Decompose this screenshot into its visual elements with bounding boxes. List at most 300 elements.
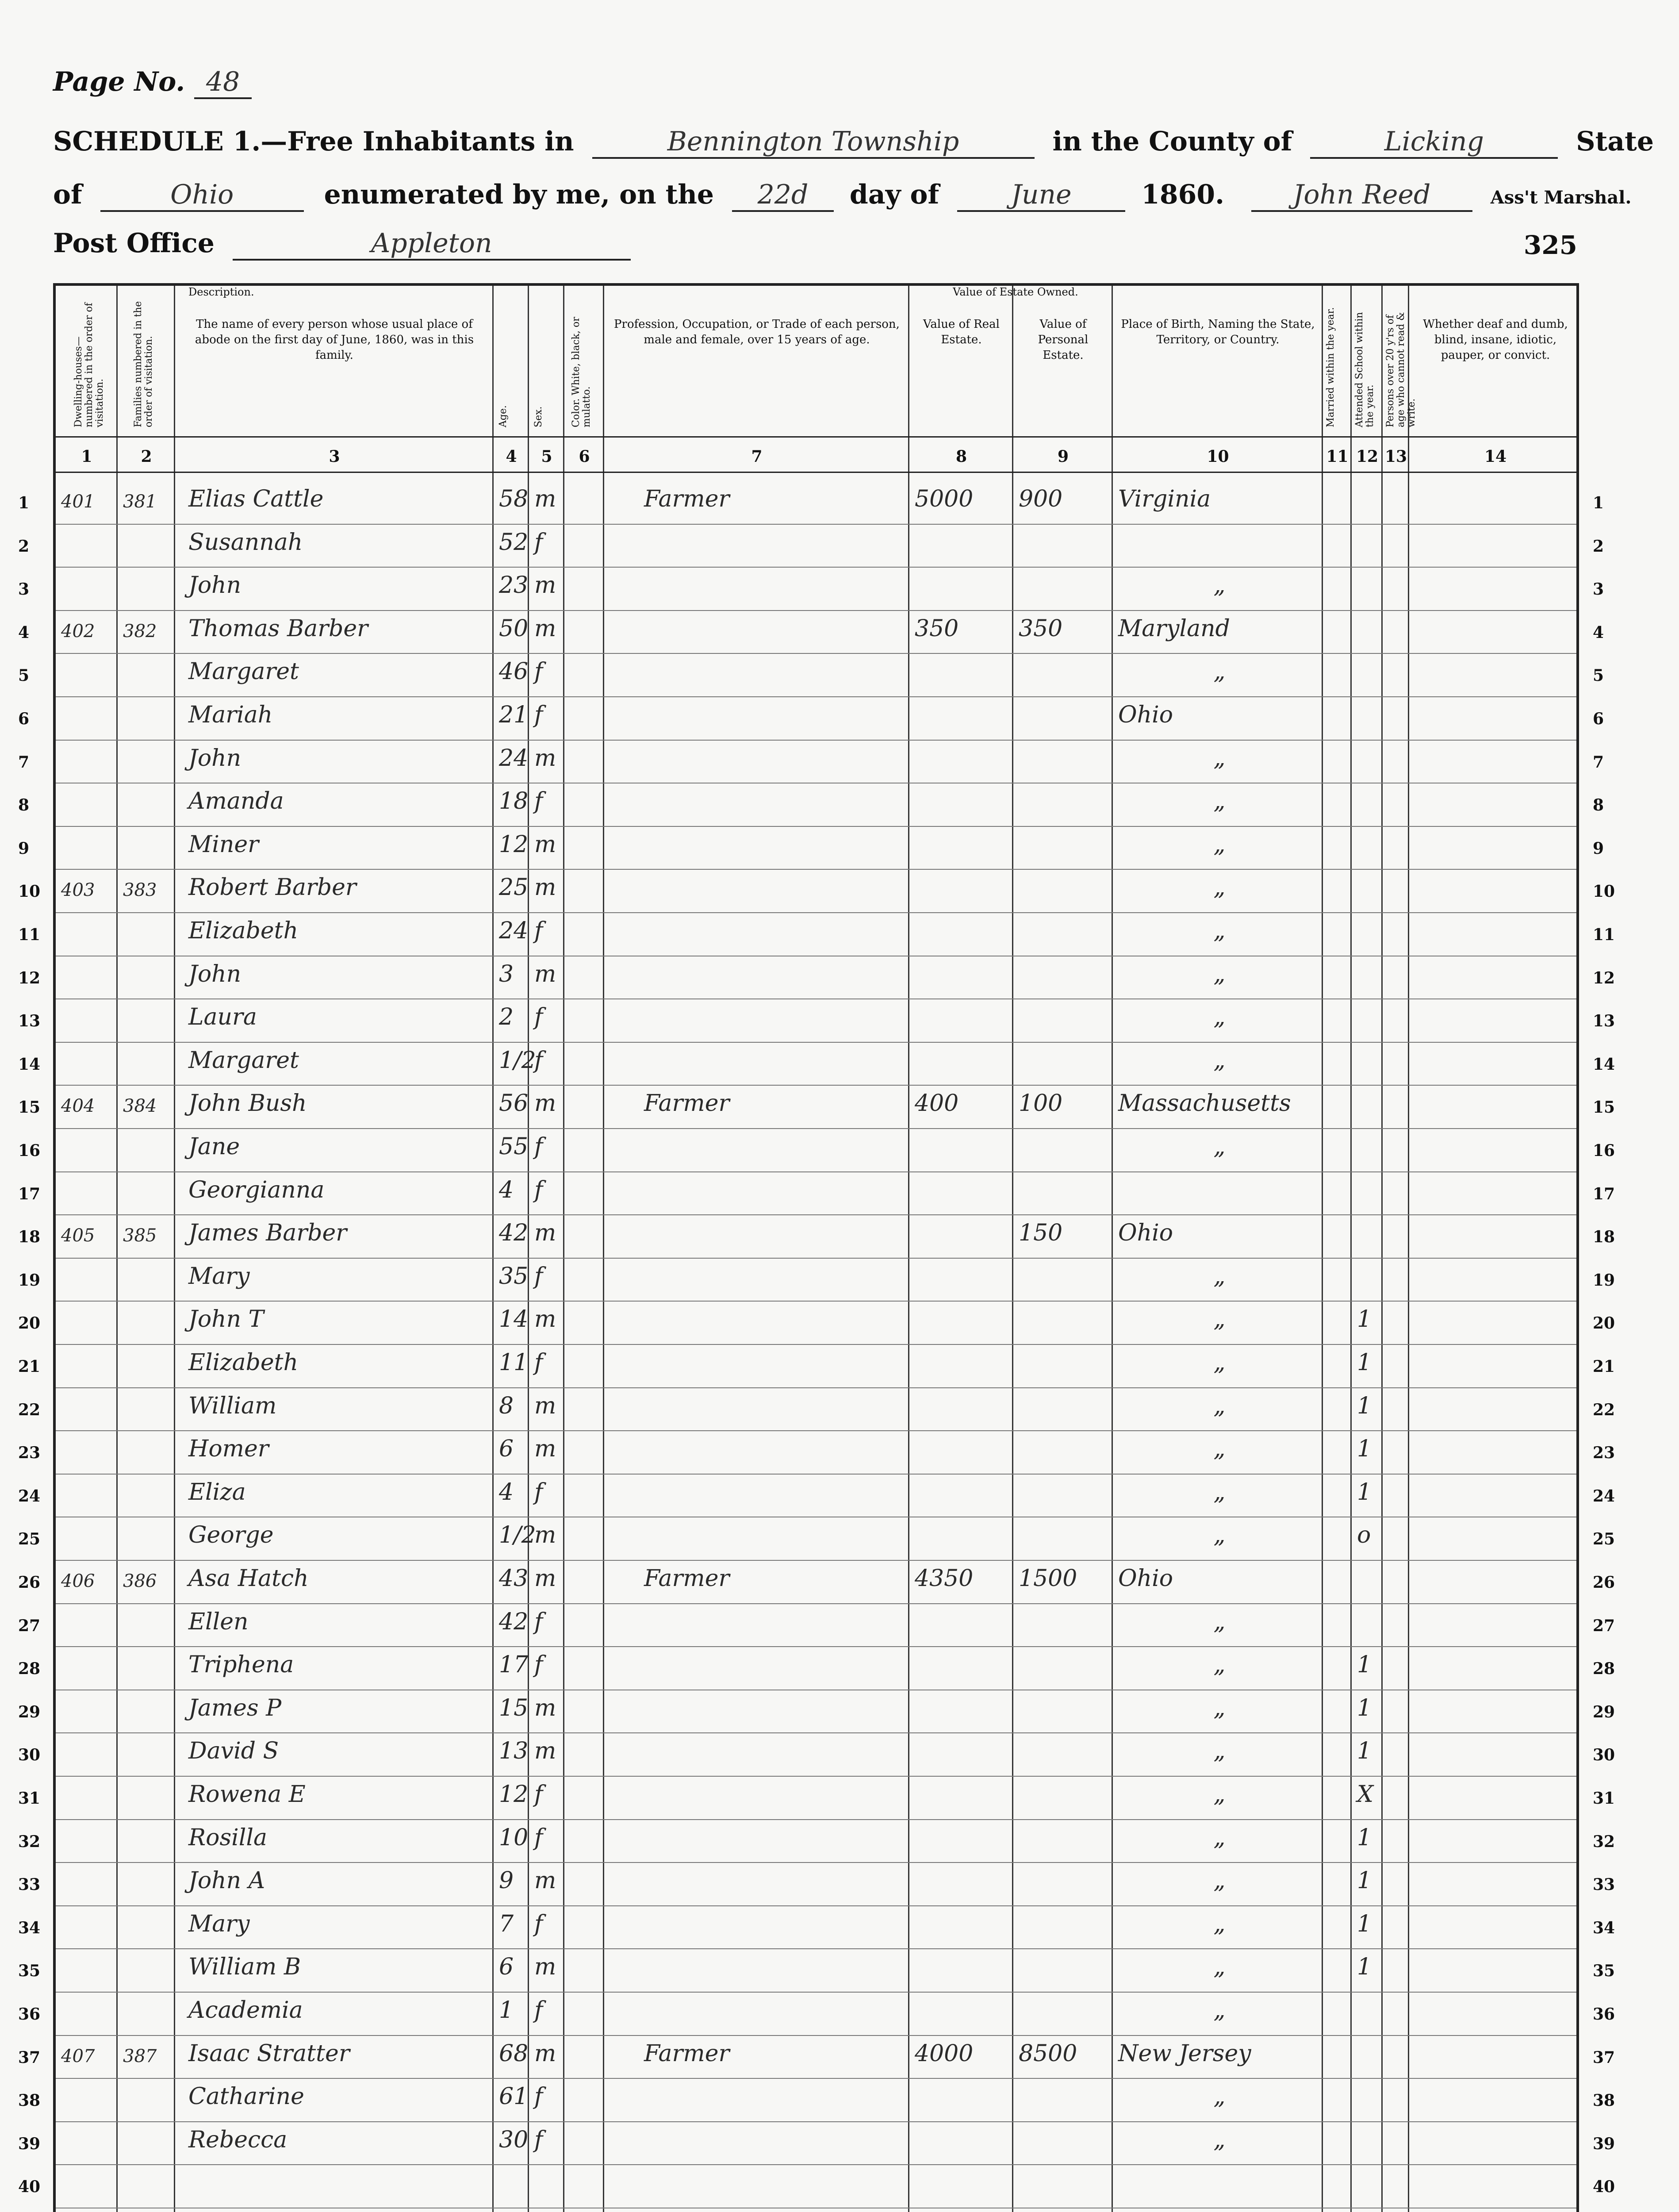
cell-real: 400 [915, 1090, 959, 1117]
row-number-left: 9 [18, 839, 30, 858]
cell-birth: „ [1213, 1392, 1226, 1419]
cell-name: John [188, 960, 242, 987]
row-number-left: 39 [18, 2134, 41, 2153]
cell-pers: 100 [1019, 1090, 1063, 1117]
row-number-right: 12 [1593, 968, 1615, 987]
row-number-right: 29 [1593, 1702, 1615, 1721]
row-rule [56, 1258, 1576, 1259]
row-number-right: 38 [1593, 2091, 1615, 2110]
cell-name: Margaret [188, 658, 299, 685]
row-rule [56, 1474, 1576, 1475]
cell-birth: „ [1213, 1349, 1226, 1376]
cell-sex: f [534, 1479, 543, 1505]
cell-name: Robert Barber [188, 874, 356, 901]
cell-fam: 385 [123, 1225, 157, 1246]
row-rule [56, 653, 1576, 654]
cell-sex: f [534, 1608, 543, 1635]
cell-age: 30 [499, 2126, 529, 2153]
row-number-right: 40 [1593, 2177, 1615, 2197]
day-field: 22d [732, 179, 834, 212]
day-of-label: day of [849, 179, 939, 210]
marshal-field: John Reed [1251, 179, 1472, 212]
cell-name: William [188, 1392, 277, 1419]
column-divider [1112, 286, 1113, 2212]
cell-name: Rowena E [188, 1781, 306, 1808]
cell-pers: 900 [1019, 486, 1063, 512]
cell-sex: f [534, 2126, 543, 2153]
cell-birth: „ [1213, 1133, 1226, 1160]
row-rule [56, 524, 1576, 525]
cell-age: 12 [499, 1781, 529, 1808]
cell-name: Amanda [188, 788, 284, 815]
row-number-right: 32 [1593, 1832, 1615, 1851]
row-rule [56, 1732, 1576, 1733]
cell-age: 24 [499, 918, 529, 944]
cell-pers: 8500 [1019, 2040, 1077, 2067]
row-number-right: 26 [1593, 1573, 1615, 1592]
cell-school: o [1357, 1522, 1371, 1549]
row-rule [56, 1905, 1576, 1906]
row-rule [56, 610, 1576, 611]
row-number-right: 36 [1593, 2005, 1615, 2024]
cell-name: George [188, 1522, 274, 1549]
row-number-right: 2 [1593, 537, 1604, 556]
row-number-right: 1 [1593, 494, 1604, 512]
cell-fam: 386 [123, 1571, 157, 1591]
cell-name: Miner [188, 831, 259, 858]
row-number-left: 6 [18, 710, 30, 728]
column-header-4: Age. [498, 405, 509, 427]
cell-sex: f [534, 1133, 543, 1160]
cell-school: 1 [1357, 1954, 1372, 1981]
cell-age: 1/2 [499, 1522, 536, 1549]
cell-occ: Farmer [644, 1565, 730, 1592]
cell-birth: „ [1213, 831, 1226, 858]
cell-age: 21 [499, 702, 529, 728]
row-number-left: 3 [18, 580, 30, 599]
enumeration-line [53, 179, 1631, 212]
cell-fam: 387 [123, 2046, 157, 2066]
row-number-left: 28 [18, 1659, 41, 1678]
cell-age: 68 [499, 2040, 529, 2067]
cell-name: Susannah [188, 529, 303, 556]
cell-dw: 405 [61, 1225, 95, 1246]
schedule-title: SCHEDULE 1.—Free Inhabitants in [53, 126, 574, 157]
column-number-10: 10 [1207, 447, 1229, 466]
row-number-right: 20 [1593, 1314, 1615, 1333]
cell-sex: m [534, 1522, 556, 1549]
cell-fam: 384 [123, 1096, 157, 1117]
row-number-right: 14 [1593, 1055, 1615, 1074]
cell-birth: „ [1213, 1910, 1226, 1937]
cell-school: 1 [1357, 1910, 1372, 1937]
column-divider [908, 286, 909, 2212]
row-number-right: 37 [1593, 2048, 1615, 2067]
column-number-2: 2 [141, 447, 152, 466]
cell-name: Eliza [188, 1479, 246, 1505]
cell-school: 1 [1357, 1392, 1372, 1419]
page-no-value: 48 [194, 66, 252, 99]
cell-dw: 402 [61, 621, 95, 641]
post-office-label: Post Office [53, 228, 215, 259]
column-header-12: Attended School within the year. [1354, 312, 1376, 427]
row-number-right: 27 [1593, 1616, 1615, 1635]
cell-sex: f [534, 1349, 543, 1376]
state-field: Ohio [100, 179, 304, 212]
row-number-left: 31 [18, 1789, 41, 1808]
census-table [18, 283, 1615, 2212]
row-rule [56, 826, 1576, 827]
cell-sex: m [534, 1090, 556, 1117]
row-number-left: 20 [18, 1314, 41, 1333]
cell-age: 52 [499, 529, 529, 556]
column-number-1: 1 [81, 447, 92, 466]
cell-age: 43 [499, 1565, 529, 1592]
cell-birth: „ [1213, 1306, 1226, 1333]
cell-occ: Farmer [644, 1090, 730, 1117]
cell-age: 42 [499, 1220, 529, 1247]
header-rule [56, 436, 1576, 438]
cell-birth: New Jersey [1118, 2040, 1251, 2067]
row-rule [56, 1646, 1576, 1647]
row-number-left: 5 [18, 666, 30, 685]
cell-name: John [188, 745, 242, 772]
cell-sex: f [534, 918, 543, 944]
cell-birth: Virginia [1118, 486, 1211, 512]
post-office-field: Appleton [233, 228, 631, 261]
cell-name: Isaac Stratter [188, 2040, 350, 2067]
row-number-right: 39 [1593, 2134, 1615, 2153]
cell-birth: „ [1213, 1047, 1226, 1074]
cell-age: 35 [499, 1263, 529, 1290]
cell-name: David S [188, 1738, 279, 1765]
cell-birth: Ohio [1118, 1220, 1173, 1247]
row-number-right: 33 [1593, 1875, 1615, 1894]
cell-birth: „ [1213, 960, 1226, 987]
cell-age: 8 [499, 1392, 514, 1419]
cell-age: 6 [499, 1436, 514, 1463]
cell-birth: „ [1213, 2083, 1226, 2110]
row-number-left: 2 [18, 537, 30, 556]
cell-age: 2 [499, 1004, 514, 1031]
cell-sex: f [534, 1004, 543, 1031]
cell-age: 23 [499, 572, 529, 599]
row-number-left: 30 [18, 1746, 41, 1765]
cell-age: 18 [499, 788, 529, 815]
row-number-left: 37 [18, 2048, 41, 2067]
cell-birth: „ [1213, 1436, 1226, 1463]
cell-sex: m [534, 1867, 556, 1894]
cell-name: Homer [188, 1436, 269, 1463]
cell-birth: „ [1213, 1824, 1226, 1851]
row-rule [56, 567, 1576, 568]
cell-name: Ellen [188, 1608, 249, 1635]
cell-real: 4350 [915, 1565, 974, 1592]
row-number-left: 4 [18, 623, 30, 642]
cell-school: 1 [1357, 1867, 1372, 1894]
row-rule [56, 1992, 1576, 1993]
row-number-left: 13 [18, 1012, 41, 1031]
row-number-left: 18 [18, 1228, 41, 1247]
cell-birth: „ [1213, 1997, 1226, 2024]
cell-name: Mary [188, 1910, 250, 1937]
row-number-right: 4 [1593, 623, 1604, 642]
cell-name: Asa Hatch [188, 1565, 309, 1592]
cell-birth: „ [1213, 1608, 1226, 1635]
schedule-title-line [53, 126, 1654, 159]
row-number-right: 6 [1593, 710, 1604, 728]
cell-name: Elizabeth [188, 1349, 299, 1376]
cell-sex: f [534, 1263, 543, 1290]
column-number-9: 9 [1057, 447, 1069, 466]
cell-name: Elias Cattle [188, 486, 324, 512]
row-number-left: 40 [18, 2177, 41, 2197]
row-number-left: 16 [18, 1141, 41, 1160]
row-number-right: 22 [1593, 1400, 1615, 1419]
cell-sex: m [534, 1436, 556, 1463]
cell-age: 13 [499, 1738, 529, 1765]
row-rule [56, 740, 1576, 741]
row-number-right: 34 [1593, 1918, 1615, 1937]
cell-dw: 403 [61, 880, 95, 901]
cell-birth: „ [1213, 1781, 1226, 1808]
printed-page-number: 325 [1523, 230, 1577, 260]
row-rule [56, 1776, 1576, 1777]
row-rule [56, 1603, 1576, 1604]
cell-sex: m [534, 572, 556, 599]
row-number-left: 32 [18, 1832, 41, 1851]
cell-name: Laura [188, 1004, 257, 1031]
row-number-left: 15 [18, 1098, 41, 1117]
cell-birth: „ [1213, 745, 1226, 772]
cell-sex: f [534, 2083, 543, 2110]
page-label: Page No. [53, 66, 185, 97]
column-number-13: 13 [1384, 447, 1407, 466]
cell-school: 1 [1357, 1349, 1372, 1376]
cell-sex: m [534, 1738, 556, 1765]
cell-birth: „ [1213, 1694, 1226, 1721]
row-number-right: 11 [1593, 926, 1615, 944]
row-number-left: 19 [18, 1271, 41, 1290]
cell-age: 25 [499, 874, 529, 901]
cell-school: 1 [1357, 1479, 1372, 1505]
state-label: State [1576, 126, 1654, 157]
estate-group-header: Value of Estate Owned. [953, 286, 1078, 298]
cell-name: Rebecca [188, 2126, 288, 2153]
cell-age: 15 [499, 1694, 529, 1721]
cell-sex: m [534, 874, 556, 901]
cell-name: William B [188, 1954, 301, 1981]
column-number-5: 5 [541, 447, 552, 466]
cell-sex: f [534, 1824, 543, 1851]
of-label: of [53, 179, 82, 210]
column-number-8: 8 [955, 447, 967, 466]
marshal-label: Ass't Marshal. [1490, 187, 1632, 208]
cell-occ: Farmer [644, 486, 730, 512]
county-label: in the County of [1052, 126, 1292, 157]
row-number-left: 23 [18, 1444, 41, 1463]
cell-school: 1 [1357, 1651, 1372, 1678]
row-number-right: 28 [1593, 1659, 1615, 1678]
row-number-right: 15 [1593, 1098, 1615, 1117]
cell-age: 58 [499, 486, 529, 512]
cell-age: 50 [499, 615, 529, 642]
cell-birth: Maryland [1118, 615, 1230, 642]
row-number-left: 21 [18, 1357, 41, 1376]
header-rule [56, 472, 1576, 473]
row-number-right: 10 [1593, 882, 1615, 901]
row-number-left: 12 [18, 968, 41, 987]
cell-birth: Massachusetts [1118, 1090, 1291, 1117]
row-rule [56, 1430, 1576, 1431]
cell-name: Margaret [188, 1047, 299, 1074]
township-field: Bennington Township [592, 126, 1035, 159]
cell-sex: f [534, 1047, 543, 1074]
enumerated-label: enumerated by me, on the [324, 179, 714, 210]
column-header-5: Sex. [533, 406, 544, 427]
cell-fam: 383 [123, 880, 157, 901]
cell-real: 5000 [915, 486, 974, 512]
cell-sex: m [534, 1306, 556, 1333]
cell-age: 1 [499, 1997, 514, 2024]
row-number-right: 25 [1593, 1530, 1615, 1549]
cell-birth: „ [1213, 1004, 1226, 1031]
column-header-14: Whether deaf and dumb, blind, insane, idiotic, pauper, or convict. [1423, 318, 1568, 362]
row-rule [56, 1214, 1576, 1215]
cell-name: John Bush [188, 1090, 307, 1117]
cell-age: 1/2 [499, 1047, 536, 1074]
row-rule [56, 2035, 1576, 2036]
row-number-left: 38 [18, 2091, 41, 2110]
cell-age: 17 [499, 1651, 529, 1678]
row-number-right: 17 [1593, 1184, 1615, 1203]
row-number-left: 1 [18, 494, 30, 512]
column-header-10: Place of Birth, Naming the State, Territory, or Country. [1121, 318, 1315, 347]
row-number-left: 34 [18, 1918, 41, 1937]
row-rule [56, 2164, 1576, 2165]
cell-sex: f [534, 1651, 543, 1678]
row-rule [56, 696, 1576, 697]
cell-name: John T [188, 1306, 264, 1333]
row-rule [56, 1344, 1576, 1345]
cell-sex: f [534, 1910, 543, 1937]
cell-name: Thomas Barber [188, 615, 368, 642]
row-rule [56, 1862, 1576, 1863]
column-number-11: 11 [1326, 447, 1349, 466]
cell-sex: m [534, 1694, 556, 1721]
column-number-6: 6 [579, 447, 590, 466]
cell-name: Georgianna [188, 1176, 325, 1203]
cell-sex: m [534, 1954, 556, 1981]
cell-birth: „ [1213, 1263, 1226, 1290]
row-rule [56, 1819, 1576, 1820]
cell-age: 4 [499, 1176, 514, 1203]
row-number-right: 3 [1593, 580, 1604, 599]
row-number-right: 5 [1593, 666, 1604, 685]
column-header-1: Dwelling-houses—numbered in the order of visitation. [73, 303, 106, 427]
cell-age: 55 [499, 1133, 529, 1160]
row-number-left: 27 [18, 1616, 41, 1635]
page-number-line [53, 66, 252, 99]
column-divider [1012, 286, 1013, 2212]
cell-pers: 350 [1019, 615, 1063, 642]
row-number-left: 14 [18, 1055, 41, 1074]
cell-birth: „ [1213, 1522, 1226, 1549]
row-number-right: 7 [1593, 753, 1604, 772]
row-number-left: 17 [18, 1184, 41, 1203]
column-number-12: 12 [1356, 447, 1379, 466]
cell-name: Mariah [188, 702, 273, 728]
cell-sex: m [534, 745, 556, 772]
cell-age: 42 [499, 1608, 529, 1635]
cell-sex: f [534, 1781, 543, 1808]
row-number-right: 8 [1593, 796, 1604, 815]
column-number-7: 7 [751, 447, 763, 466]
cell-birth: „ [1213, 1867, 1226, 1894]
cell-school: 1 [1357, 1738, 1372, 1765]
column-divider [603, 286, 604, 2212]
column-number-14: 14 [1484, 447, 1507, 466]
cell-birth: „ [1213, 918, 1226, 944]
cell-birth: „ [1213, 658, 1226, 685]
cell-sex: m [534, 1565, 556, 1592]
row-rule [56, 1042, 1576, 1043]
cell-name: Catharine [188, 2083, 304, 2110]
cell-real: 350 [915, 615, 959, 642]
cell-age: 12 [499, 831, 529, 858]
row-rule [56, 1128, 1576, 1129]
cell-birth: „ [1213, 788, 1226, 815]
county-field: Licking [1310, 126, 1558, 159]
cell-birth: Ohio [1118, 702, 1173, 728]
cell-age: 4 [499, 1479, 514, 1505]
cell-dw: 406 [61, 1571, 95, 1591]
row-number-right: 24 [1593, 1486, 1615, 1505]
cell-name: John A [188, 1867, 265, 1894]
cell-sex: m [534, 486, 556, 512]
row-rule [56, 1560, 1576, 1561]
row-number-right: 21 [1593, 1357, 1615, 1376]
cell-birth: „ [1213, 874, 1226, 901]
cell-age: 6 [499, 1954, 514, 1981]
cell-age: 11 [499, 1349, 529, 1376]
cell-school: 1 [1357, 1306, 1372, 1333]
cell-school: 1 [1357, 1694, 1372, 1721]
cell-age: 9 [499, 1867, 514, 1894]
cell-occ: Farmer [644, 2040, 730, 2067]
cell-school: 1 [1357, 1436, 1372, 1463]
row-number-left: 8 [18, 796, 30, 815]
cell-age: 7 [499, 1910, 514, 1937]
cell-name: Mary [188, 1263, 250, 1290]
cell-fam: 381 [123, 492, 157, 512]
row-rule [56, 2121, 1576, 2122]
column-header-11: Married within the year. [1325, 307, 1336, 427]
cell-birth: „ [1213, 1738, 1226, 1765]
cell-name: Rosilla [188, 1824, 268, 1851]
row-number-left: 25 [18, 1530, 41, 1549]
cell-sex: m [534, 2040, 556, 2067]
cell-name: Academia [188, 1997, 303, 2024]
cell-sex: f [534, 1176, 543, 1203]
row-number-left: 26 [18, 1573, 41, 1592]
cell-birth: Ohio [1118, 1565, 1173, 1592]
row-number-right: 23 [1593, 1444, 1615, 1463]
row-number-left: 22 [18, 1400, 41, 1419]
column-header-6: Color. White, black, or mulatto. [571, 317, 593, 427]
row-number-left: 29 [18, 1702, 41, 1721]
column-header-8: Value of Real Estate. [923, 318, 1000, 347]
